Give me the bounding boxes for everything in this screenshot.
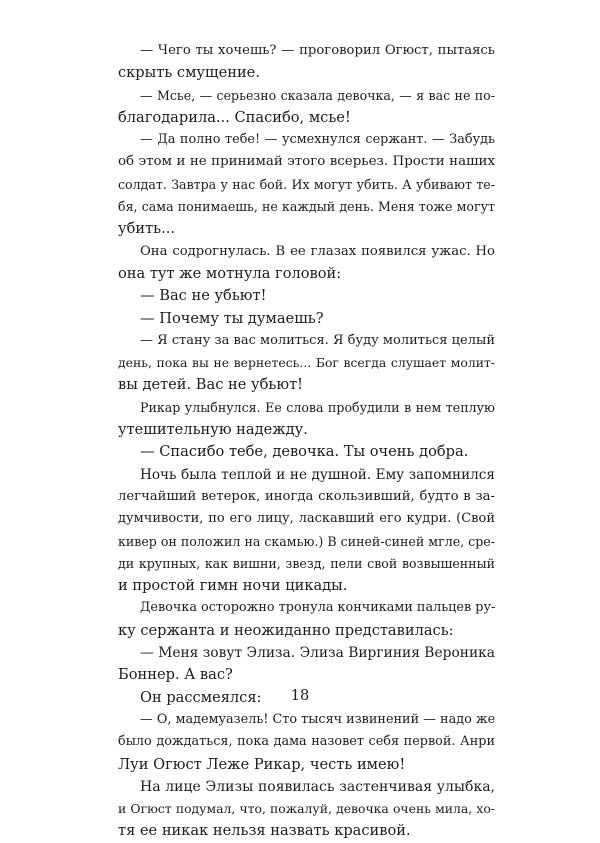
text-line: тя ее никак нельзя назвать красивой.: [118, 822, 411, 840]
text-line: — Да полно тебе! — усмехнулся сержант. — Забудь: [140, 132, 495, 148]
text-line: и Огюст подумал, что, пожалуй, девочка очень мила, хо-: [118, 801, 495, 817]
text-line: думчивости, по его лицу, ласкавший его кудри. (Свой: [118, 511, 495, 527]
text-line: кивер он положил на скамью.) В синей-синей мгле, сре-: [118, 533, 495, 549]
text-line: ди крупных, как вишни, звезд, пели свой возвышенный: [118, 555, 495, 571]
text-line: Ночь была теплой и не душной. Ему запомнился: [140, 466, 495, 483]
text-line: было дождаться, пока дама назовет себя первой. Анри: [118, 734, 495, 750]
text-line: — Спасибо тебе, девочка. Ты очень добра.: [140, 443, 469, 461]
text-line: — Я стану за вас молиться. Я буду молиться целый: [140, 332, 495, 348]
text-line: она тут же мотнула головой:: [118, 264, 342, 282]
text-line: день, пока вы не вернетесь... Бог всегда слушает молит-: [118, 355, 495, 371]
body-text: [118, 40, 495, 843]
text-line: — Вас не убьют!: [140, 287, 267, 305]
text-line: — Меня зовут Элиза. Элиза Виргиния Вероника: [140, 645, 495, 662]
text-line: легчайший ветерок, иногда скользивший, будто в за-: [118, 488, 495, 504]
text-line: Рикар улыбнулся. Ее слова пробудили в нем теплую: [140, 399, 495, 415]
text-line: солдат. Завтра у нас бой. Их могут убить. А убивают те-: [118, 176, 495, 192]
text-line: Девочка осторожно тронула кончиками пальцев ру-: [140, 600, 496, 616]
text-line: бя, сама понимаешь, не каждый день. Меня тоже могут: [118, 199, 495, 215]
text-line: утешительную надежду.: [118, 421, 308, 439]
text-line: Он рассмеялся:: [140, 688, 262, 706]
text-line: убить...: [118, 220, 176, 238]
text-line: На лице Элизы появилась застенчивая улыбка,: [140, 778, 495, 795]
text-line: — Почему ты думаешь?: [140, 309, 324, 327]
text-line: благодарила... Спасибо, мсье!: [118, 108, 351, 126]
text-line: — О, мадемуазель! Сто тысяч извинений — надо же: [140, 711, 496, 727]
text-line: Боннер. А вас?: [118, 666, 233, 684]
text-line: ку сержанта и неожиданно представилась:: [118, 621, 454, 639]
text-line: — Чего ты хочешь? — проговорил Огюст, пытаясь: [140, 43, 495, 58]
text-line: — Мсье, — серьезно сказала девочка, — я вас не по-: [140, 87, 495, 103]
text-line: об этом и не принимай этого всерьез. Прости наших: [118, 154, 495, 170]
text-line: Луи Огюст Леже Рикар, честь имею!: [118, 755, 406, 773]
text-line: вы детей. Вас не убьют!: [118, 376, 304, 394]
page-number: 18: [290, 687, 310, 704]
text-line: и простой гимн ночи цикады.: [118, 577, 348, 595]
text-line: скрыть смущение.: [118, 64, 260, 82]
text-line: Она содрогнулась. В ее глазах появился ужас. Но: [140, 243, 495, 259]
